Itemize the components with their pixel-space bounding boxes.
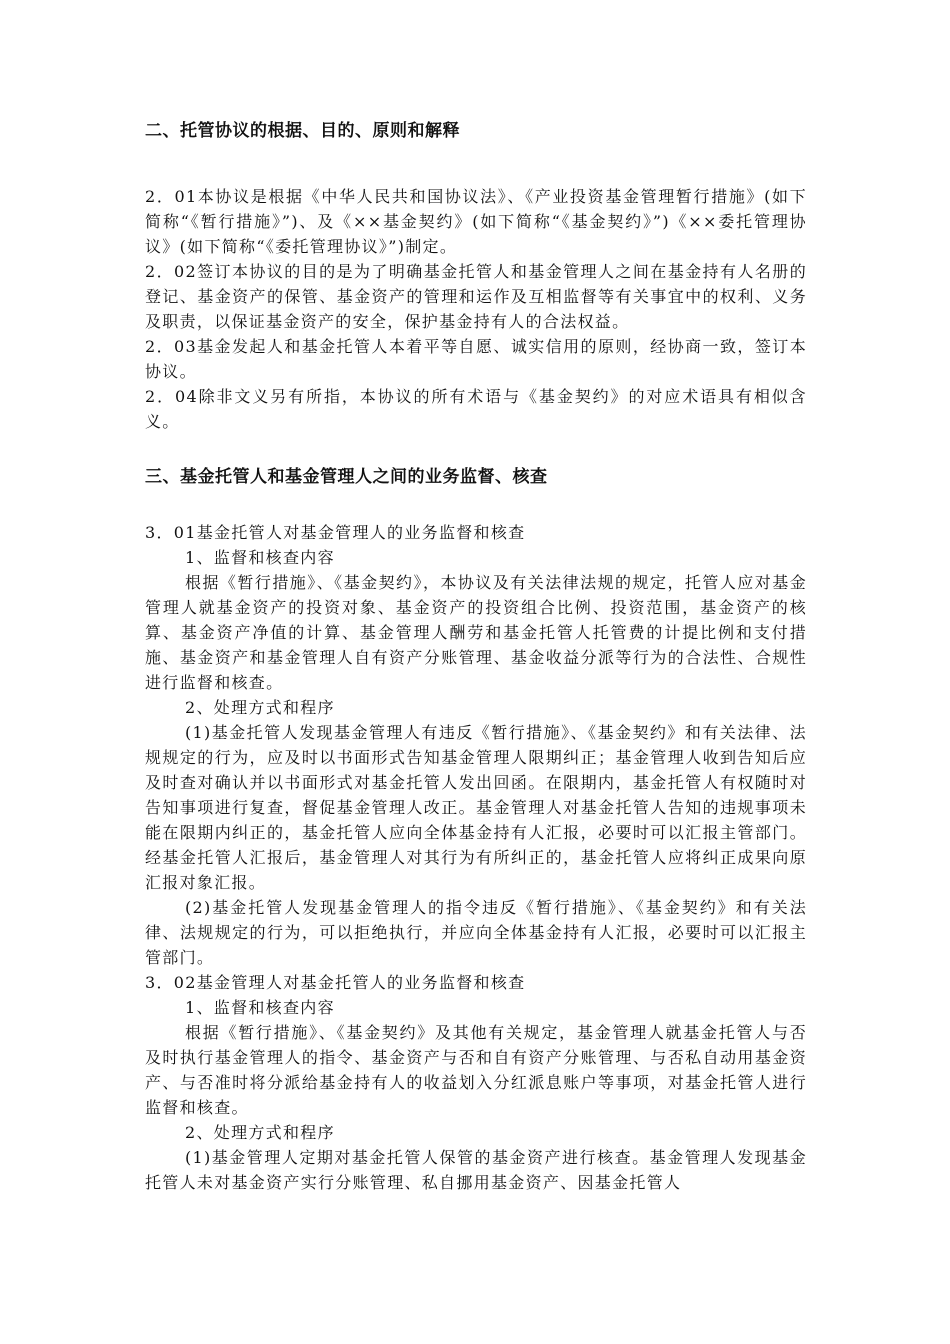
section-3-heading: 三、基金托管人和基金管理人之间的业务监督、核查 <box>145 467 548 487</box>
clause-2-01: 2．01本协议是根据《中华人民共和国协议法》、《产业投资基金管理暂行措施》(如下简称“《暂行措施》”)、及《××基金契约》(如下简称“《基金契约》”)《××委托管理协议》(如下简称“《委托管理协议》”)制定。 <box>145 187 807 256</box>
clause-3-02-item-2-para-1: (1)基金管理人定期对基金托管人保管的基金资产进行核查。基金管理人发现基金托管人未对基金资产实行分账管理、私自挪用基金资产、因基金托管人 <box>145 1148 807 1192</box>
clause-3-02-item-1-body: 根据《暂行措施》、《基金契约》及其他有关规定，基金管理人就基金托管人与否及时执行基金管理人的指令、基金资产与否和自有资产分账管理、与否私自动用基金资产、与否准时将分派给基金持有人的收益划入分红派息账户等事项，对基金托管人进行监督和核查。 <box>145 1023 807 1117</box>
clause-2-04: 2．04除非文义另有所指，本协议的所有术语与《基金契约》的对应术语具有相似含义。 <box>145 387 807 431</box>
clause-3-01: 3．01基金托管人对基金管理人的业务监督和核查 <box>145 523 526 542</box>
clause-3-02-item-1-title: 1、监督和核查内容 <box>185 998 335 1017</box>
clause-3-02-item-2-title: 2、处理方式和程序 <box>185 1123 335 1142</box>
clause-2-03: 2．03基金发起人和基金托管人本着平等自愿、诚实信用的原则，经协商一致，签订本协议。 <box>145 337 807 381</box>
clause-2-02: 2．02签订本协议的目的是为了明确基金托管人和基金管理人之间在基金持有人名册的登记、基金资产的保管、基金资产的管理和运作及互相监督等有关事宜中的权利、义务及职责，以保证基金资产的安全，保护基金持有人的合法权益。 <box>145 262 807 331</box>
clause-3-01-item-1-body: 根据《暂行措施》、《基金契约》，本协议及有关法律法规的规定，托管人应对基金管理人就基金资产的投资对象、基金资产的投资组合比例、投资范围，基金资产的核算、基金资产净值的计算、基金管理人酬劳和基金托管人托管费的计提比例和支付措施、基金资产和基金管理人自有资产分账管理、基金收益分派等行为的合法性、合规性进行监督和核查。 <box>145 573 807 692</box>
document-page <box>145 118 807 1195</box>
clause-3-01-item-1-title: 1、监督和核查内容 <box>185 548 335 567</box>
section-2-heading: 二、托管协议的根据、目的、原则和解释 <box>145 121 460 141</box>
clause-3-01-item-2-title: 2、处理方式和程序 <box>185 698 335 717</box>
clause-3-02: 3．02基金管理人对基金托管人的业务监督和核查 <box>145 973 526 992</box>
clause-3-01-item-2-para-1: (1)基金托管人发现基金管理人有违反《暂行措施》、《基金契约》和有关法律、法规规定的行为，应及时以书面形式告知基金管理人限期纠正；基金管理人收到告知后应及时查对确认并以书面形式对基金托管人发出回函。在限期内，基金托管人有权随时对告知事项进行复查，督促基金管理人改正。基金管理人对基金托管人告知的违规事项未能在限期内纠正的，基金托管人应向全体基金持有人汇报，必要时可以汇报主管部门。经基金托管人汇报后，基金管理人对其行为有所纠正的，基金托管人应将纠正成果向原汇报对象汇报。 <box>145 723 807 892</box>
clause-3-01-item-2-para-2: (2)基金托管人发现基金管理人的指令违反《暂行措施》、《基金契约》和有关法律、法规规定的行为，可以拒绝执行，并应向全体基金持有人汇报，必要时可以汇报主管部门。 <box>145 898 807 967</box>
